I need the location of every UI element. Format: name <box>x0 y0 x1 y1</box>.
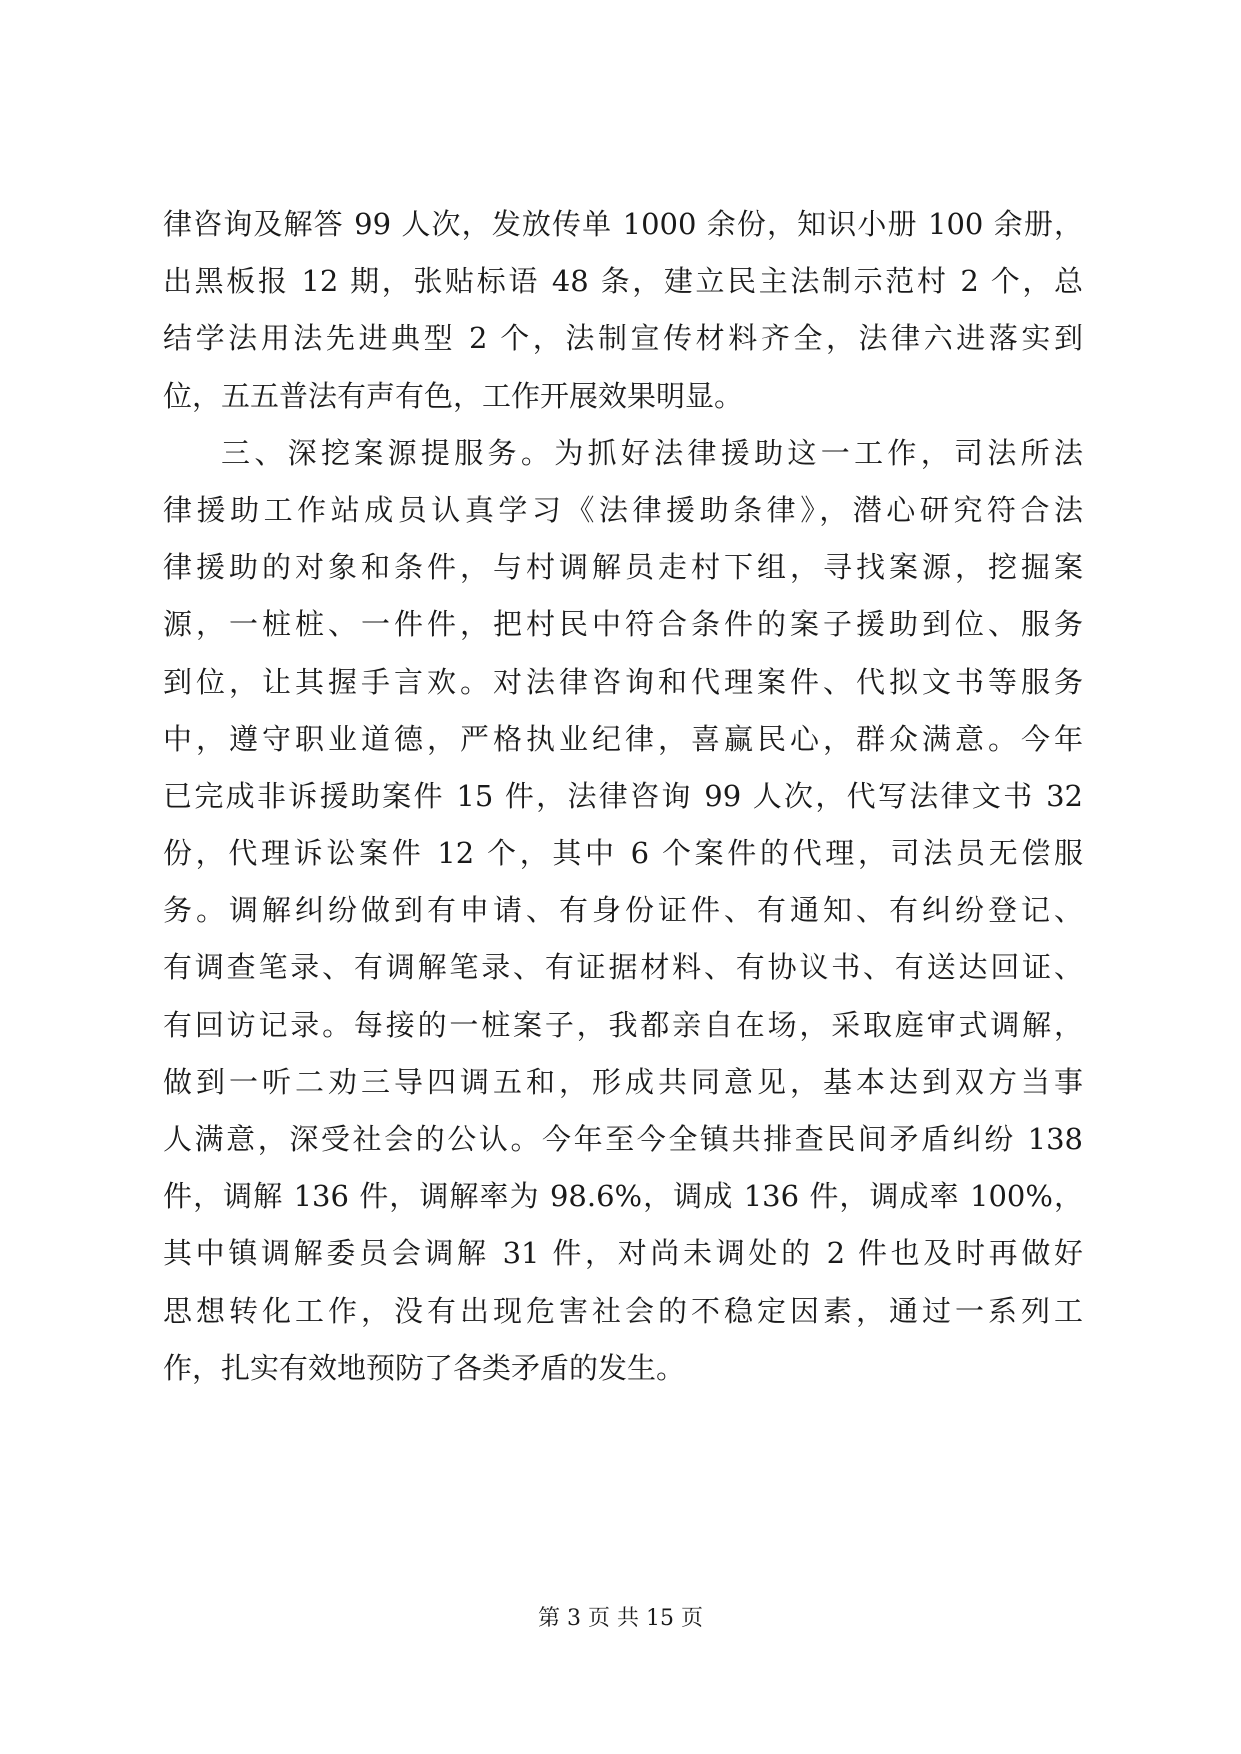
body-text <box>163 196 1083 1397</box>
text-line: 律援助的对象和条件，与村调解员走村下组，寻找案源，挖掘案 <box>163 550 1083 585</box>
text-line: 做到一听二劝三导四调五和，形成共同意见，基本达到双方当事 <box>163 1064 1083 1099</box>
text-line: 源，一桩桩、一件件，把村民中符合条件的案子援助到位、服务 <box>163 607 1083 642</box>
text-line: 中，遵守职业道德，严格执业纪律，喜赢民心，群众满意。今年 <box>163 721 1083 756</box>
text-line: 作，扎实有效地预防了各类矛盾的发生。 <box>163 1350 686 1385</box>
text-line: 律援助工作站成员认真学习《法律援助条律》，潜心研究符合法 <box>163 492 1083 527</box>
text-line: 人满意，深受社会的公认。今年至今全镇共排查民间矛盾纠纷 138 <box>163 1122 1083 1156</box>
text-line: 份，代理诉讼案件 12 个，其中 6 个案件的代理，司法员无偿服 <box>163 836 1083 871</box>
text-line: 其中镇调解委员会调解 31 件，对尚未调处的 2 件也及时再做好 <box>163 1236 1083 1271</box>
text-line: 已完成非诉援助案件 15 件，法律咨询 99 人次，代写法律文书 32 <box>163 778 1083 813</box>
text-line: 位，五五普法有声有色，工作开展效果明显。 <box>163 378 744 413</box>
text-line: 律咨询及解答 99 人次，发放传单 1000 余份，知识小册 100 余册， <box>163 207 1083 241</box>
text-line: 件，调解 136 件，调解率为 98.6%，调成 136 件，调成率 100%， <box>163 1179 1083 1214</box>
text-line: 思想转化工作，没有出现危害社会的不稳定因素，通过一系列工 <box>163 1293 1083 1328</box>
text-line: 有调查笔录、有调解笔录、有证据材料、有协议书、有送达回证、 <box>163 950 1083 985</box>
text-line: 出黑板报 12 期，张贴标语 48 条，建立民主法制示范村 2 个，总 <box>163 264 1083 299</box>
page-number-footer: 第 3 页 共 15 页 <box>538 1606 703 1631</box>
text-line: 有回访记录。每接的一桩案子，我都亲自在场，采取庭审式调解， <box>163 1007 1083 1042</box>
text-line: 到位，让其握手言欢。对法律咨询和代理案件、代拟文书等服务 <box>163 664 1083 699</box>
text-line: 结学法用法先进典型 2 个，法制宣传材料齐全，法律六进落实到 <box>163 321 1083 356</box>
paragraph-start-line: 三、深挖案源提服务。为抓好法律援助这一工作，司法所法 <box>221 435 1083 470</box>
text-line: 务。调解纠纷做到有申请、有身份证件、有通知、有纠纷登记、 <box>163 893 1083 928</box>
